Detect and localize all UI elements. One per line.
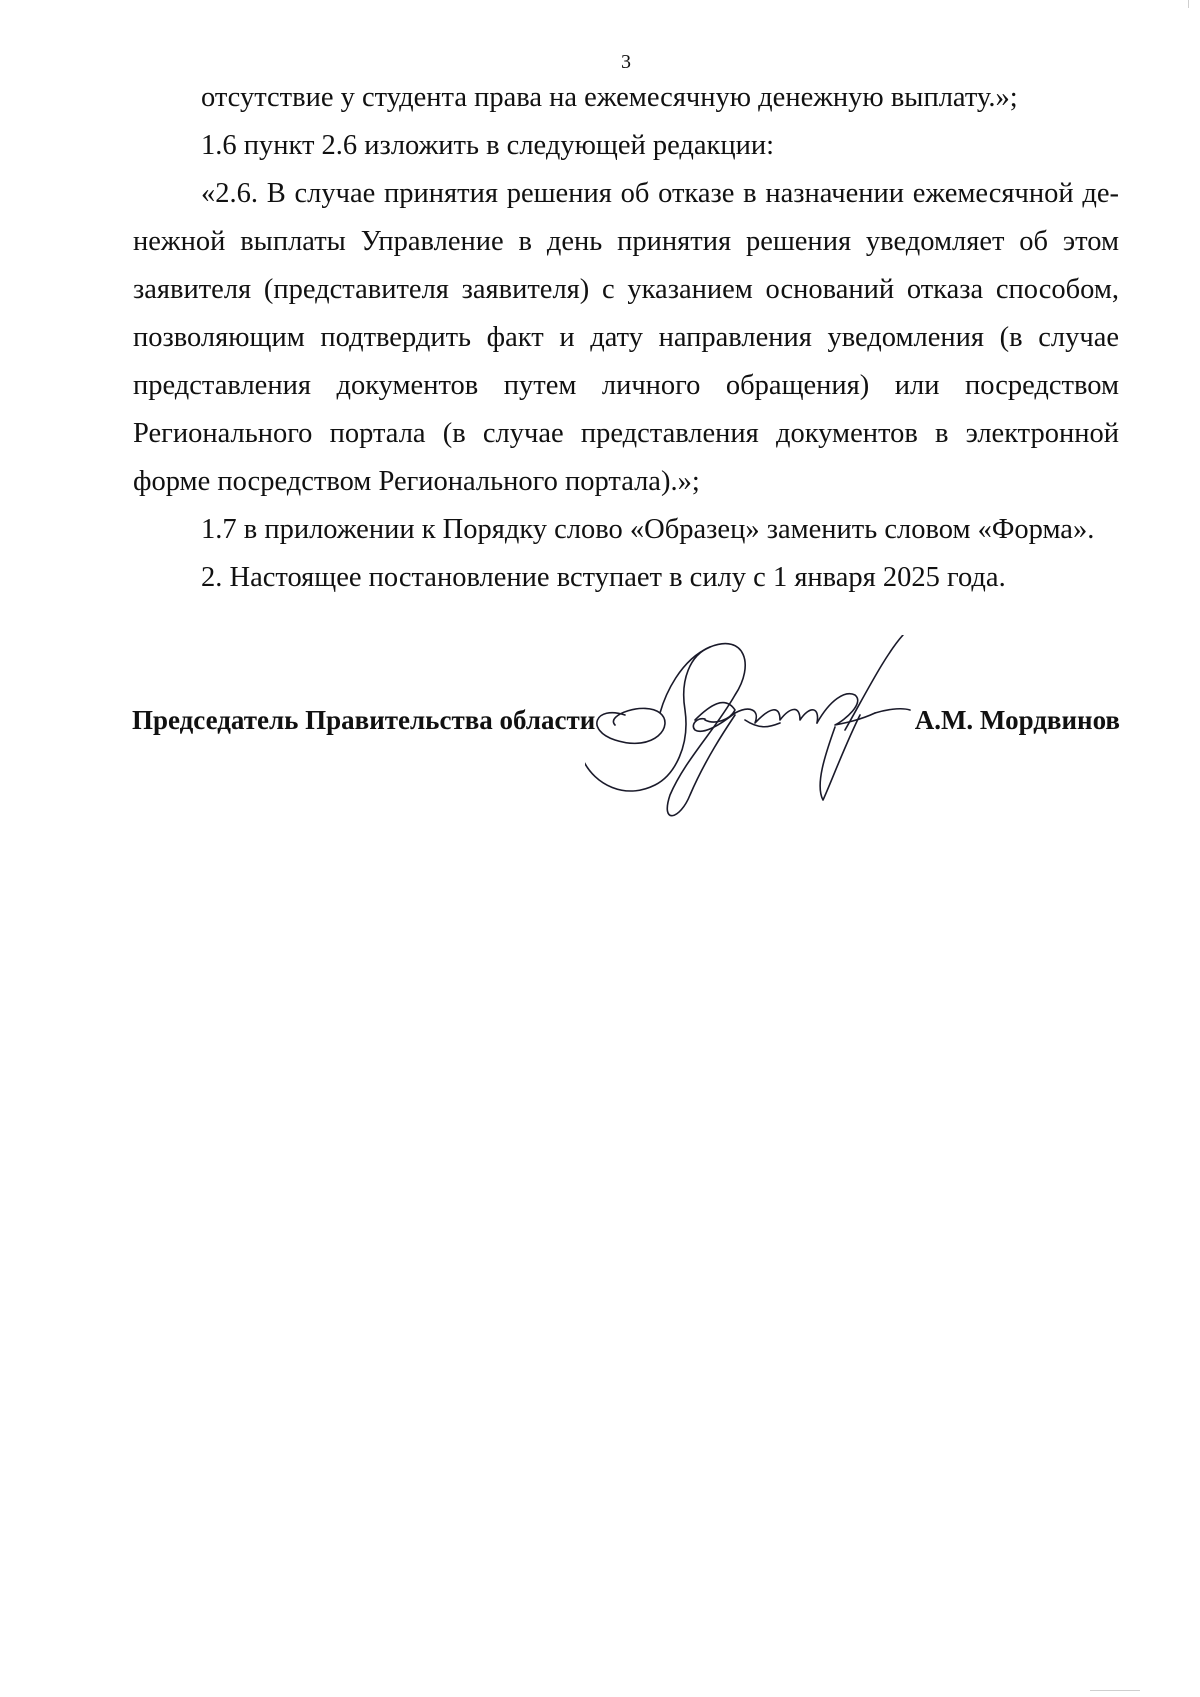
paragraph-quoted-2-6	[133, 170, 1119, 506]
paragraph-continuation: отсутствие у студента права на ежемесячную денежную выплату.»;	[201, 82, 1018, 113]
scan-artifact-bottom-right	[1090, 1690, 1140, 1691]
paragraph-item-2: 2. Настоящее постановление вступает в силу с 1 января 2025 года.	[201, 562, 1006, 593]
scan-artifact-top-right	[1188, 0, 1189, 8]
quoted-rest: нежной выплаты Управление в день принятия решения уведомляет об этом заявителя (представителя заявителя) с указанием оснований отказа способом, позволяющим подтвердить факт и дату направления уведомления (в случае представления документов путем личного обращения) или посредством Регионального портала (в случае представления документов в электронной форме посредством Регионального портала).»;	[133, 226, 1119, 497]
document-body	[133, 74, 1119, 602]
page-number: 3	[621, 51, 631, 73]
quoted-first-line: «2.6. В случае принятия решения об отказе в назначении ежемесячной де-	[201, 178, 1119, 209]
paragraph-item-1-6: 1.6 пункт 2.6 изложить в следующей редакции:	[201, 130, 775, 161]
handwritten-signature	[585, 635, 945, 845]
signatory-name: А.М. Мордвинов	[914, 705, 1120, 735]
signatory-title: Председатель Правительства области	[132, 705, 596, 735]
paragraph-item-1-7: 1.7 в приложении к Порядку слово «Образец» заменить словом «Форма».	[201, 514, 1095, 545]
